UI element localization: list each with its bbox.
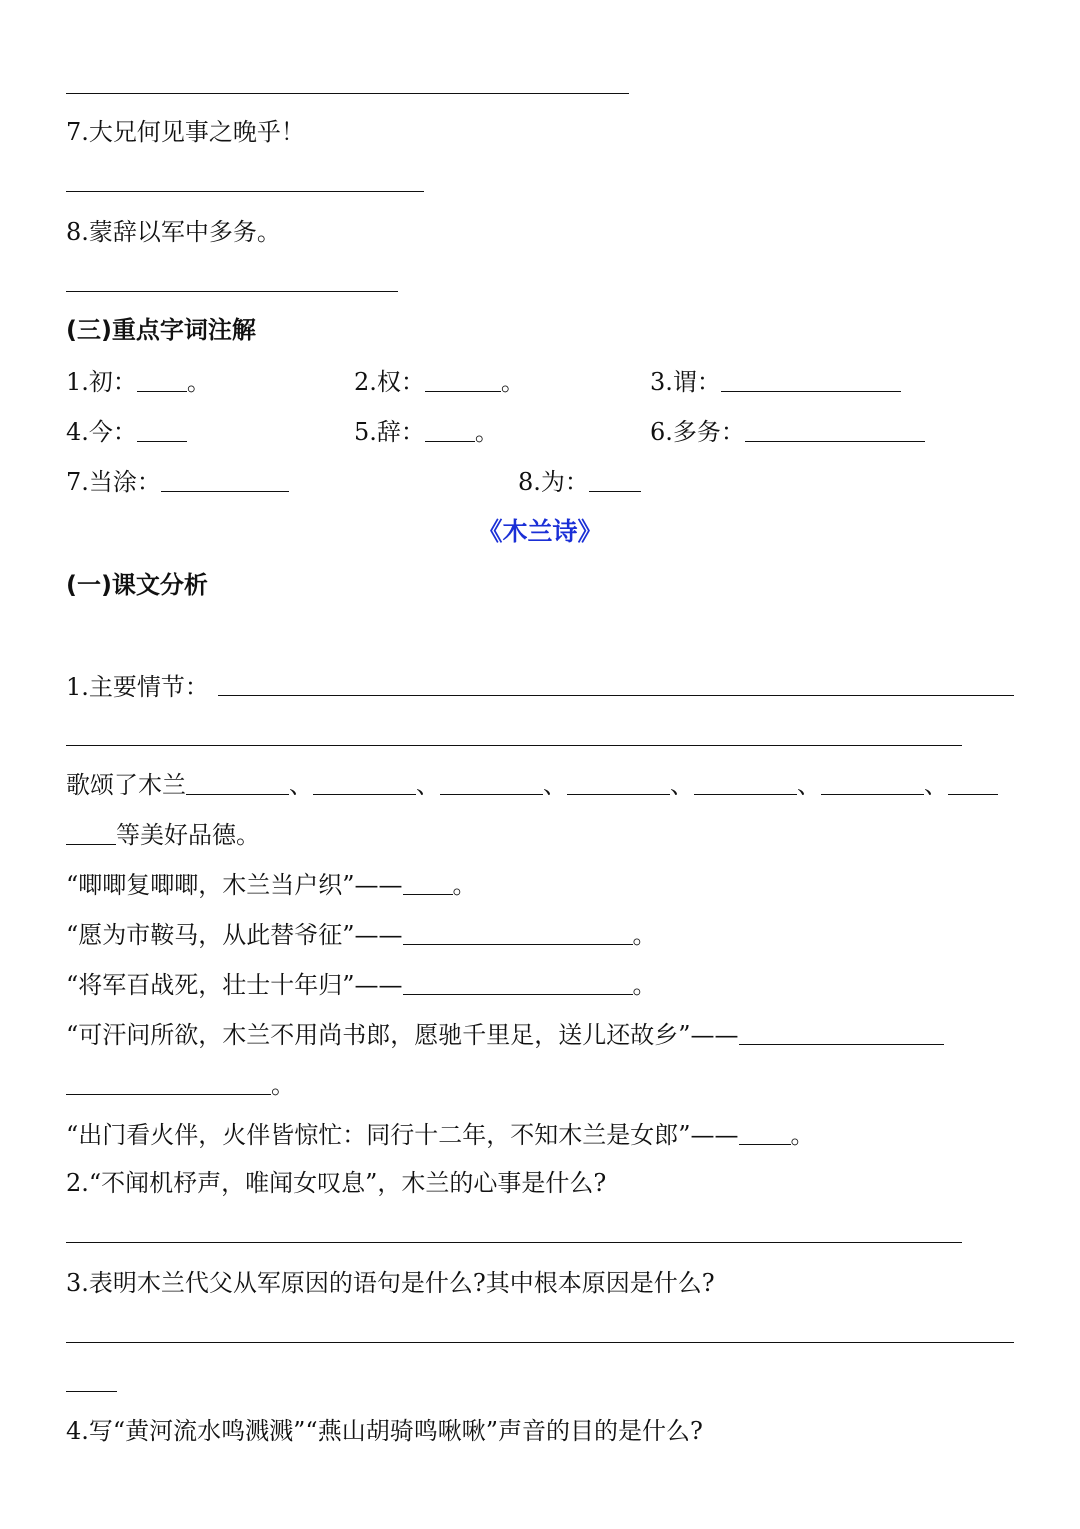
answer-blank <box>721 367 901 392</box>
period: 。 <box>500 368 525 396</box>
answer-line <box>66 93 629 94</box>
answer-blank <box>821 770 924 795</box>
separator: 、 <box>416 771 440 799</box>
quote-line <box>66 1020 944 1050</box>
key-word-item <box>518 467 641 497</box>
key-word-item <box>66 367 211 397</box>
answer-line <box>218 695 1014 696</box>
answer-blank <box>745 417 925 442</box>
answer-blank <box>589 467 641 492</box>
period: 。 <box>632 921 657 949</box>
quote-text: “出门看火伴，火伴皆惊忙：同行十二年，不知木兰是女郎”—— <box>66 1121 739 1149</box>
quote-text: “可汗问所欲，木兰不用尚书郎，愿驰千里足，送儿还故乡”—— <box>66 1021 739 1049</box>
answer-line <box>66 1391 117 1392</box>
period: 。 <box>271 1071 295 1099</box>
separator: 、 <box>543 771 567 799</box>
key-word-item <box>650 417 925 447</box>
period: 。 <box>452 871 477 899</box>
period: 。 <box>474 418 499 446</box>
answer-blank <box>425 367 501 392</box>
answer-blank <box>425 417 475 442</box>
answer-blank <box>567 770 670 795</box>
question-1-label: 1.主要情节： <box>66 673 209 701</box>
answer-blank <box>403 920 633 945</box>
translation-question-8: 8.蒙辞以军中多务。 <box>66 218 281 246</box>
key-word-label: 6.多务： <box>650 418 745 446</box>
question-4: 4.写“黄河流水鸣溅溅”“燕山胡骑鸣啾啾”声音的目的是什么? <box>66 1417 703 1445</box>
question-2: 2.“不闻机杼声，唯闻女叹息”，木兰的心事是什么? <box>66 1169 607 1197</box>
answer-blank <box>66 820 116 845</box>
answer-blank <box>739 1120 791 1145</box>
answer-blank <box>948 770 998 795</box>
key-word-label: 4.今： <box>66 418 137 446</box>
answer-line <box>66 191 424 192</box>
answer-line <box>66 291 398 292</box>
key-word-item <box>66 417 187 447</box>
praise-line-end <box>66 820 260 850</box>
answer-blank <box>66 1070 271 1095</box>
period: 。 <box>632 971 657 999</box>
answer-blank <box>161 467 289 492</box>
answer-blank <box>186 770 289 795</box>
praise-suffix: 等美好品德。 <box>116 821 260 849</box>
answer-blank <box>403 870 453 895</box>
answer-blank <box>440 770 543 795</box>
section-title: 《木兰诗》 <box>477 517 603 546</box>
separator: 、 <box>797 771 821 799</box>
key-word-item <box>354 367 525 397</box>
key-word-label: 7.当涂： <box>66 468 161 496</box>
answer-blank <box>137 367 187 392</box>
period: 。 <box>186 368 211 396</box>
praise-line <box>66 770 998 800</box>
answer-blank <box>137 417 187 442</box>
key-word-label: 2.权： <box>354 368 425 396</box>
key-word-item <box>650 367 901 397</box>
key-words-heading: (三)重点字词注解 <box>66 316 256 344</box>
quote-text: “唧唧复唧唧，木兰当户织”—— <box>66 871 403 899</box>
quote-text: “愿为市鞍马，从此替爷征”—— <box>66 921 403 949</box>
praise-prefix: 歌颂了木兰 <box>66 771 186 799</box>
answer-line <box>66 1242 962 1243</box>
key-word-item <box>354 417 499 447</box>
answer-blank <box>403 970 633 995</box>
answer-line <box>66 1342 1014 1343</box>
translation-question-7: 7.大兄何见事之晚乎！ <box>66 118 305 146</box>
separator: 、 <box>670 771 694 799</box>
quote-text: “将军百战死，壮士十年归”—— <box>66 971 403 999</box>
key-word-item <box>66 467 289 497</box>
answer-line <box>66 745 962 746</box>
question-3: 3.表明木兰代父从军原因的语句是什么?其中根本原因是什么? <box>66 1269 715 1297</box>
quote-line <box>66 920 657 950</box>
analysis-heading: (一)课文分析 <box>66 571 208 599</box>
quote-line <box>66 970 657 1000</box>
separator: 、 <box>924 771 948 799</box>
key-word-label: 3.谓： <box>650 368 721 396</box>
answer-blank <box>694 770 797 795</box>
key-word-label: 8.为： <box>518 468 589 496</box>
quote-line <box>66 1120 815 1150</box>
answer-blank <box>313 770 416 795</box>
answer-blank <box>739 1020 944 1045</box>
key-word-label: 5.辞： <box>354 418 425 446</box>
quote-line-end <box>66 1070 295 1100</box>
quote-line <box>66 870 477 900</box>
key-word-label: 1.初： <box>66 368 137 396</box>
period: 。 <box>790 1121 815 1149</box>
separator: 、 <box>289 771 313 799</box>
